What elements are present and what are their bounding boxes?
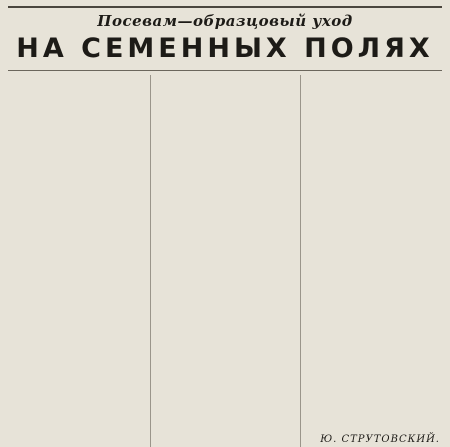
headline-rule bbox=[8, 70, 442, 71]
author-byline: Ю. СТРУТОВСКИЙ. bbox=[320, 434, 440, 445]
article-column-1 bbox=[8, 75, 143, 447]
headline: НА СЕМЕННЫХ ПОЛЯХ bbox=[16, 33, 434, 64]
article-columns bbox=[8, 75, 442, 447]
kicker: Посевам—образцовый уход bbox=[97, 12, 353, 30]
article-column-2 bbox=[150, 75, 292, 447]
top-rule bbox=[8, 6, 442, 8]
article-column-3 bbox=[300, 75, 442, 447]
